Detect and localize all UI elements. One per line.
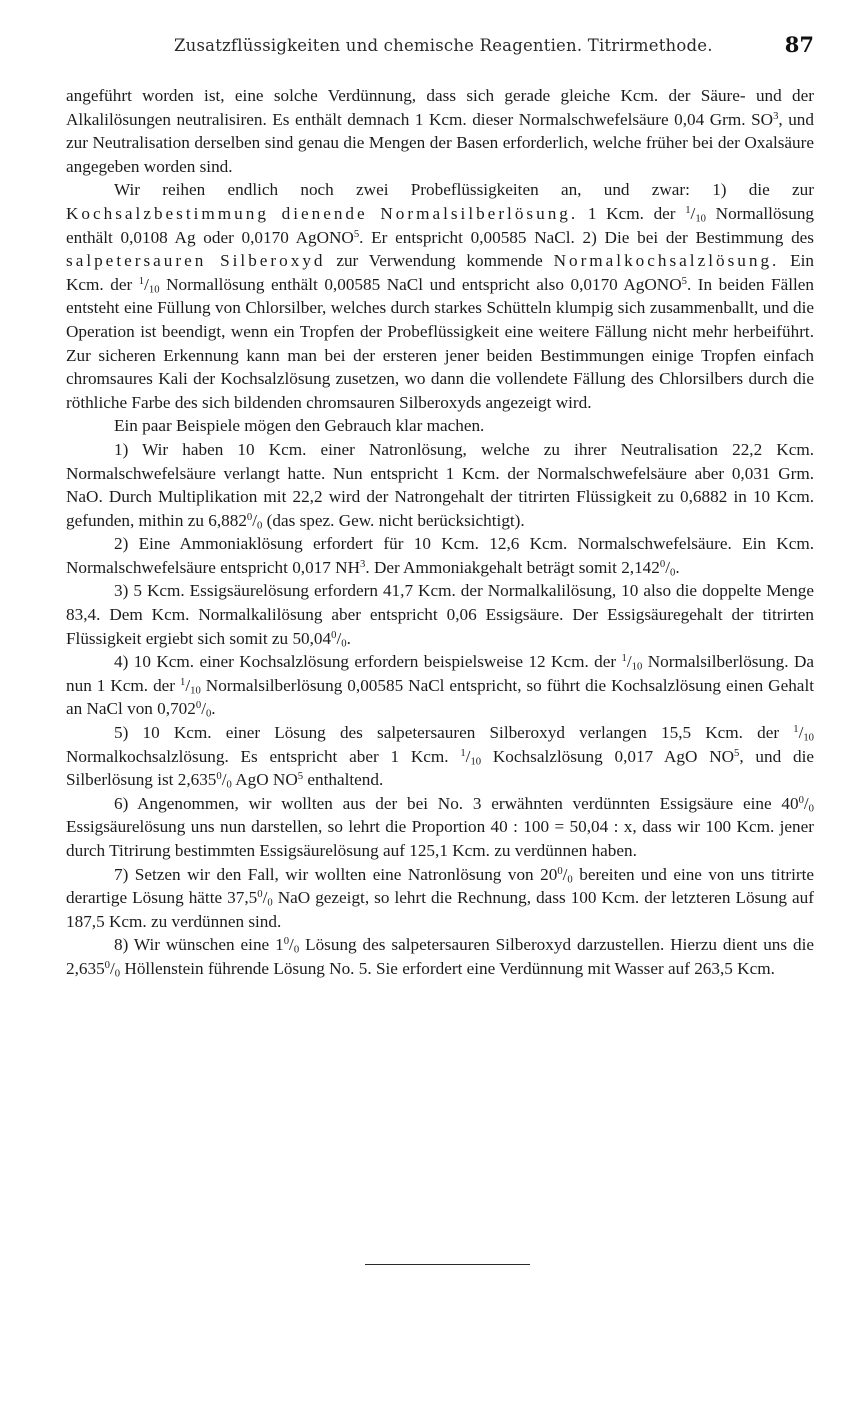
running-title: Zusatzflüssigkeiten und chemische Reagentien. Titrirmethode. (174, 36, 713, 55)
example-6: 6) Angenommen, wir wollten aus der bei No. 3 erwähnten verdünnten Essigsäure eine $40^0/_0$ Essigsäurelösung uns nun darstellen, so lehrt die Proportion 40 : 100 = 50,04 : x, dass wir 100 Kcm. jener durch Titrirung bestimmten Essigsäurelösung auf 125,1 Kcm. zu verdünnen haben. (66, 793, 814, 860)
example-4: 4) 10 Kcm. einer Kochsalzlösung erfordern beispielsweise 12 Kcm. der $^1/_{10}$ Normalsilberlösung. Da nun 1 Kcm. der $^1/_{10}$ Normalsilberlösung 0,00585 NaCl entspricht, so führt die Kochsalzlösung einen Gehalt an NaCl von $0,702^0/_0$. (66, 652, 815, 721)
paragraph-continuation: angeführt worden ist, eine solche Verdünnung, dass sich gerade gleiche Kcm. der Säure- und der Alkalilösungen neutralisiren. Es enthält demnach 1 Kcm. dieser Normalschwefelsäure 0,04 Grm. $SO^3$, und zur Neutralisation derselben sind genau die Mengen der Basen erforderlich, welche früher bei der Oxalsäure angegeben worden sind. (66, 86, 814, 176)
page-header (66, 34, 814, 64)
example-5: 5) 10 Kcm. einer Lösung des salpetersauren Silberoxyd verlangen 15,5 Kcm. der $^1/_{10}$ Normalkochsalzlösung. Es entspricht aber 1 Kcm. $^1/_{10}$ Kochsalzlösung 0,017 AgO $NO^5$, und die Silberlösung ist $2,635^0/_0$ AgO $NO^5$ enthaltend. (66, 723, 814, 791)
paragraph-beispiele-intro: Ein paar Beispiele mögen den Gebrauch klar machen. (114, 416, 485, 436)
example-1: 1) Wir haben 10 Kcm. einer Natronlösung, welche zu ihrer Neutralisation 22,2 Kcm. Normalschwefelsäure verlangt hatte. Nun entspricht 1 Kcm. der Normalschwefelsäure aber 0,031 Grm. NaO. Durch Multiplikation mit 22,2 wird der Natrongehalt der titrirten Flüssigkeit zu 0,6882 in 10 Kcm. gefunden, mithin zu $6,882^0/_0$ (das spez. Gew. nicht berücksichtigt). (66, 439, 814, 532)
example-7: 7) Setzen wir den Fall, wir wollten eine Natronlösung von $20^0/_0$ bereiten und eine von uns titrirte derartige Lösung hätte $37,5^0/_0$ NaO gezeigt, so lehrt die Rechnung, dass 100 Kcm. der letzteren Lösung auf 187,5 Kcm. zu verdünnen sind. (66, 864, 814, 931)
spaced-term: Normalkochsalzlösung. (553, 251, 780, 271)
page-number: 87 (784, 32, 814, 57)
spaced-term: Kochsalzbestimmung dienende Normalsilberlösung. (66, 203, 579, 223)
body-text (66, 84, 814, 981)
paragraph-probefluessigkeiten: Wir reihen endlich noch zwei Probeflüssigkeiten an, und zwar: 1) die zur Kochsalzbestimmung dienende Normalsilberlösung. 1 Kcm. der $^1/_{10}$ Normallösung enthält 0,0108 Ag oder 0,0170 AgONO$^5$. Er entspricht 0,00585 NaCl. 2) Die bei der Bestimmung des salpetersauren Silberoxyd zur Verwendung kommende Normalkochsalzlösung. Ein Kcm. der $^1/_{10}$ Normallösung enthält 0,00585 NaCl und entspricht also 0,0170 AgONO$^5$. In beiden Fällen entsteht eine Füllung von Chlorsilber, welches durch starkes Schütteln klumpig sich zusammenballt, und die Operation ist beendigt, wenn ein Tropfen der Probeflüssigkeit eine weitere Fällung nicht mehr herbeiführt. Zur sicheren Erkennung kann man bei der ersteren jener beiden Bestimmungen einige Tropfen einfach chromsaures Kali der Kochsalzlösung zusetzen, wo dann die vollendete Fällung des Chlorsilbers durch die röthliche Farbe des sich bildenden chromsauren Silberoxyds angezeigt wird. (66, 180, 815, 412)
example-3: 3) 5 Kcm. Essigsäurelösung erfordern 41,7 Kcm. der Normalkalilösung, 10 also die doppelte Menge 83,4. Dem Kcm. Normalkalilösung aber entspricht 0,06 Essigsäure. Der Essigsäuregehalt der titrirten Flüssigkeit ergiebt sich somit zu $50,04^0/_0$. (66, 581, 814, 650)
example-8: 8) Wir wünschen eine $1^0/_0$ Lösung des salpetersauren Silberoxyd darzustellen. Hierzu dient uns die $2,635^0/_0$ Höllenstein führende Lösung No. 5. Sie erfordert eine Verdünnung mit Wasser auf 263,5 Kcm. (66, 935, 814, 980)
spaced-term: salpetersauren Silberoxyd (66, 251, 326, 271)
section-end-rule (365, 1264, 530, 1265)
example-2: 2) Eine Ammoniaklösung erfordert für 10 Kcm. 12,6 Kcm. Normalschwefelsäure. Ein Kcm. Normalschwefelsäure entspricht 0,017 $NH^3$. Der Ammoniakgehalt beträgt somit $2,142^0/_0$. (66, 534, 814, 579)
